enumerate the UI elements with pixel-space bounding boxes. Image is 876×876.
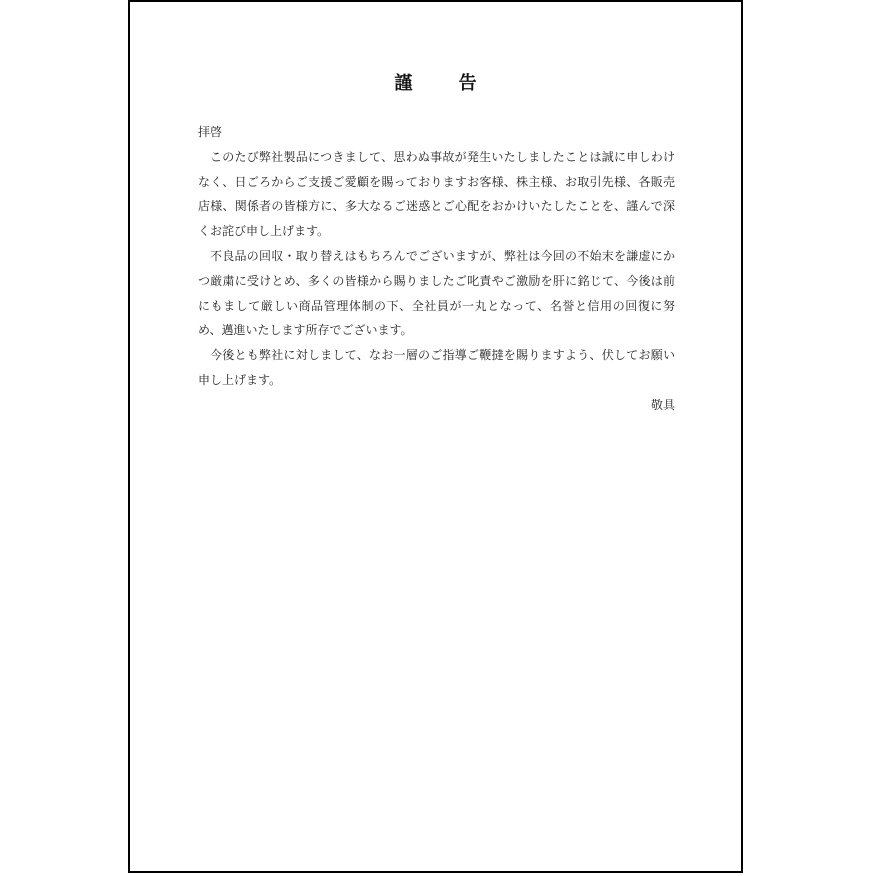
document-body	[198, 120, 675, 418]
paragraph-apology: このたび弊社製品につきまして、思わぬ事故が発生いたしましたことは誠に申しわけなく、日ごろからご支援ご愛顧を賜っておりますお客様、株主様、お取引先様、各販売店様、関係者の皆様方に、多大なるご迷惑とご心配をおかけいたしたことを、謹んで深くお詫び申し上げます。	[198, 149, 675, 239]
closing: 敬具	[650, 397, 675, 412]
document-title: 謹 告	[394, 73, 497, 94]
paragraph-request: 今後とも弊社に対しまして、なお一層のご指導ご鞭撻を賜りますよう、伏してお願い申し上げます。	[198, 348, 675, 387]
paragraph-commitment: 不良品の回収・取り替えはもちろんでございますが、弊社は今回の不始末を謙虚にかつ厳粛に受けとめ、多くの皆様から賜りましたご叱責やご激励を肝に銘じて、今後は前にもまして厳しい商品管理体制の下、全社員が一丸となって、名誉と信用の回復に努め、邁進いたします所存でございます。	[198, 248, 675, 338]
salutation: 拝啓	[198, 125, 223, 139]
document-page	[128, 0, 743, 873]
